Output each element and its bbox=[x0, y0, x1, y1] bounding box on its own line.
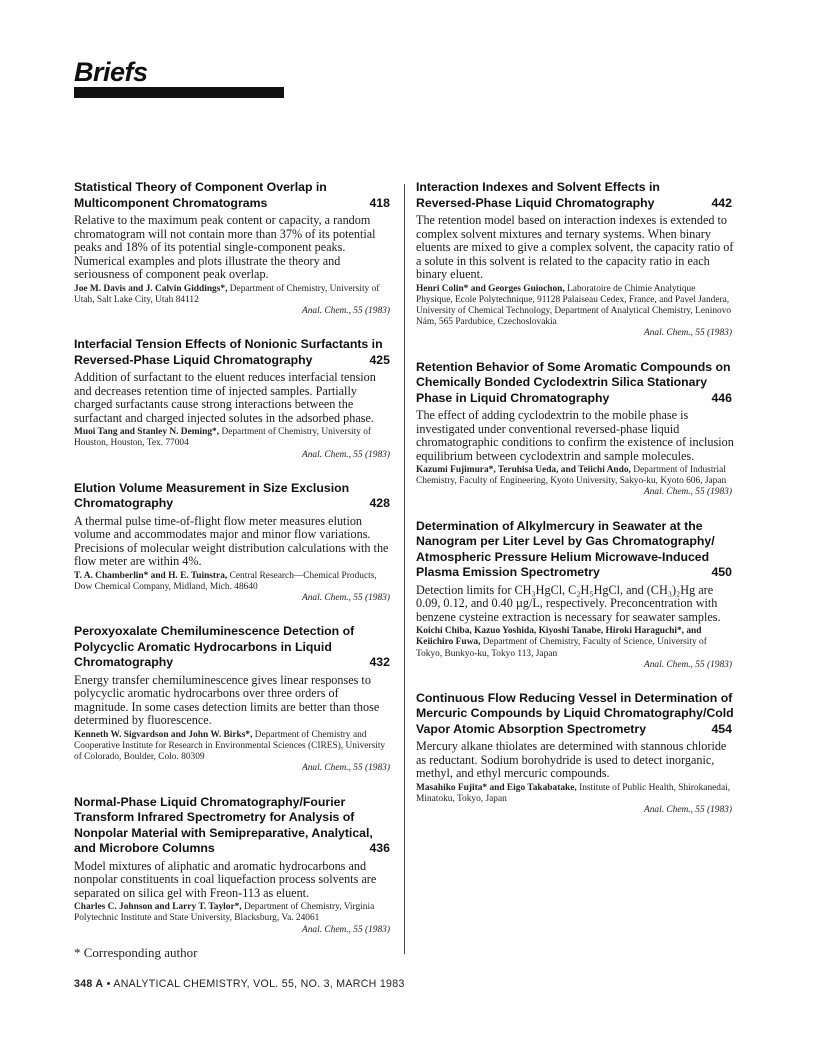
brief-abstract: Addition of surfactant to the eluent reduces interfacial tension and decreases retention time of injected samples. Partially charged surfactants cause strong interactions between the surfactant and charged injected solutes in the adsorbed phase. bbox=[74, 370, 376, 425]
brief-title[interactable] bbox=[74, 795, 392, 857]
author-affiliation: Laboratoire de Chimie Analytique Physique, Ecole Polytechnique, 91128 Palaiseau Cedex, France, and Pavel Jandera, University of Chemical Technology, Department of Analytical Chemistry, Leninovo Nám, 565 Pardubice, Czechoslovakia bbox=[416, 283, 732, 328]
brief-article bbox=[74, 481, 392, 605]
author-names: Koichi Chiba, Kazuo Yoshida, Kiyoshi Tanabe, Hiroki Haraguchi*, and Keiichiro Fuwa, bbox=[416, 626, 702, 648]
citation-line bbox=[416, 805, 734, 816]
section-heading: Briefs bbox=[74, 57, 148, 87]
right-column bbox=[416, 180, 734, 837]
page-ref: 428 bbox=[369, 496, 390, 511]
page-ref: 454 bbox=[711, 721, 732, 736]
author-affiliation: Department of Chemistry and Cooperative Institute for Research in Environmental Sciences (CIRES), University of Colorado, Boulder, Colo. 80309 bbox=[74, 729, 386, 763]
citation: Anal. Chem., 55 (1983) bbox=[301, 924, 390, 935]
brief-abstract: The effect of adding cyclodextrin to the mobile phase is investigated under conventional reversed-phase liquid chromatographic conditions to confirm the existence of inclusion equilibrium between cyclodextrin and sample molecules. bbox=[416, 408, 734, 463]
citation: Anal. Chem., 55 (1983) bbox=[301, 763, 390, 774]
brief-title[interactable] bbox=[416, 360, 734, 407]
brief-abstract: Relative to the maximum peak content or capacity, a random chromatogram will not contain more than 37% of its potential peaks and 18% of its potential single-component peaks. Numerical examples and plots illustrate the theory and seriousness of component peak overlap. bbox=[74, 213, 376, 281]
title-line: Peroxyoxalate Chemiluminescence Detection of bbox=[74, 624, 355, 639]
citation-line bbox=[416, 328, 734, 339]
author-names: T. A. Chamberlin* and H. E. Tuinstra, bbox=[74, 570, 228, 581]
brief-article bbox=[74, 624, 392, 774]
title-line: Vapor Atomic Absorption Spectrometry bbox=[416, 721, 647, 736]
author-affiliation: Department of Industrial Chemistry, Faculty of Engineering, Kyoto University, Sakyo-ku, Kyoto 606, Japan bbox=[416, 465, 727, 487]
title-line: Reversed-Phase Liquid Chromatography bbox=[416, 195, 655, 210]
brief-title[interactable] bbox=[74, 180, 392, 211]
brief-article bbox=[416, 691, 734, 817]
brief-abstract: A thermal pulse time-of-flight flow meter measures elution volume and accommodates major and minor flow variations. Precisions of molecular weight distribution calculations with the flow meter are within 4%. bbox=[74, 513, 389, 569]
brief-authors bbox=[74, 571, 392, 605]
title-line: Statistical Theory of Component Overlap in bbox=[74, 180, 327, 194]
brief-title[interactable] bbox=[416, 691, 734, 738]
title-line: Transform Infrared Spectrometry for Analysis of bbox=[74, 810, 355, 825]
title-line: Chromatography bbox=[74, 496, 174, 511]
brief-authors bbox=[416, 783, 734, 817]
author-names: Charles C. Johnson and Larry T. Taylor*, bbox=[74, 902, 242, 913]
footer-bullet: • bbox=[106, 978, 111, 990]
brief-article bbox=[416, 519, 734, 671]
author-affiliation: Department of Chemistry, University of Utah, Salt Lake City, Utah 84112 bbox=[74, 283, 380, 305]
citation: Anal. Chem., 55 (1983) bbox=[643, 805, 732, 816]
journal-issue: ANALYTICAL CHEMISTRY, VOL. 55, NO. 3, MARCH 1983 bbox=[113, 978, 405, 990]
title-line: Normal-Phase Liquid Chromatography/Fourier bbox=[74, 794, 346, 809]
title-line: and Microbore Columns bbox=[74, 841, 215, 856]
citation: Anal. Chem., 55 (1983) bbox=[301, 593, 390, 604]
brief-abstract: Mercury alkane thiolates are determined with stannous chloride as reductant. Sodium borohydride is used to detect inorganic, methyl, and ethyl mercuric compounds. bbox=[416, 739, 727, 781]
citation: Anal. Chem., 55 (1983) bbox=[643, 659, 732, 670]
title-line: Elution Volume Measurement in Size Exclusion bbox=[74, 480, 350, 495]
brief-title[interactable] bbox=[416, 180, 734, 211]
citation-line bbox=[416, 487, 734, 498]
brief-authors bbox=[416, 284, 734, 340]
page-ref: 442 bbox=[711, 195, 732, 210]
brief-authors bbox=[74, 427, 392, 461]
column-divider bbox=[404, 184, 405, 954]
brief-title[interactable] bbox=[74, 337, 392, 368]
left-column bbox=[74, 180, 392, 956]
page-ref: 425 bbox=[369, 352, 390, 367]
title-line: Mercuric Compounds by Liquid Chromatography/Cold bbox=[416, 706, 734, 721]
footnote: * Corresponding author bbox=[74, 945, 198, 960]
brief-abstract: Energy transfer chemiluminescence gives linear responses to polycyclic aromatic hydrocarbons over three orders of magnitude. In some cases detection limits are better than those determined by fluorescence. bbox=[74, 672, 380, 728]
brief-title[interactable] bbox=[74, 481, 392, 512]
author-affiliation: Central Research—Chemical Products, Dow Chemical Company, Midland, Mich. 48640 bbox=[74, 570, 377, 592]
title-line: Determination of Alkylmercury in Seawater at the bbox=[416, 518, 703, 533]
brief-authors bbox=[74, 730, 392, 775]
author-names: Kenneth W. Sigvardson and John W. Birks*, bbox=[74, 729, 253, 740]
author-names: Henri Colin* and Georges Guiochon, bbox=[416, 283, 565, 294]
page-ref: 446 bbox=[711, 390, 732, 405]
title-line: Phase in Liquid Chromatography bbox=[416, 390, 610, 405]
page-number: 348 A bbox=[74, 978, 104, 990]
title-line: Interaction Indexes and Solvent Effects in bbox=[416, 180, 660, 194]
citation: Anal. Chem., 55 (1983) bbox=[643, 487, 732, 498]
citation-line bbox=[74, 306, 392, 317]
author-names: Muoi Tang and Stanley N. Deming*, bbox=[74, 427, 220, 438]
title-line: Chemically Bonded Cyclodextrin Silica Stationary bbox=[416, 375, 708, 390]
title-line: Nonpolar Material with Semipreparative, Analytical, bbox=[74, 825, 373, 840]
title-line: Plasma Emission Spectrometry bbox=[416, 565, 600, 580]
title-line: Retention Behavior of Some Aromatic Compounds on bbox=[416, 359, 731, 374]
title-line: Reversed-Phase Liquid Chromatography bbox=[74, 352, 313, 367]
author-affiliation: Department of Chemistry, Faculty of Science, University of Tokyo, Bunkyo-ku, Tokyo 113, Japan bbox=[416, 637, 707, 659]
author-names: Joe M. Davis and J. Calvin Giddings*, bbox=[74, 283, 228, 294]
author-names: Masahiko Fujita* and Eigo Takabatake, bbox=[416, 782, 577, 793]
brief-abstract: The retention model based on interaction indexes is extended to complex solvent mixtures and ternary systems. When binary eluents are mixed to give a complex solvent, the capacity ratio of a solute in this solvent is related to the capacity ratio in each binary eluent. bbox=[416, 213, 734, 281]
author-affiliation: Department of Chemistry, Virginia Polytechnic Institute and State University, Blacksburg, Va. 24061 bbox=[74, 902, 375, 924]
page-ref: 418 bbox=[369, 195, 390, 210]
citation-line bbox=[416, 660, 734, 671]
heading-rule bbox=[74, 87, 284, 98]
brief-article bbox=[74, 795, 392, 936]
citation-line bbox=[74, 925, 392, 936]
page-footer bbox=[74, 978, 405, 990]
brief-authors bbox=[74, 902, 392, 936]
page-ref: 450 bbox=[711, 565, 732, 580]
brief-authors bbox=[74, 284, 392, 318]
title-line: Nanogram per Liter Level by Gas Chromatography/ bbox=[416, 534, 715, 549]
title-line: Interfacial Tension Effects of Nonionic Surfactants in bbox=[74, 337, 383, 352]
citation-line bbox=[74, 593, 392, 604]
page-ref: 432 bbox=[369, 655, 390, 670]
page-ref: 436 bbox=[369, 841, 390, 856]
brief-article bbox=[74, 180, 392, 317]
brief-article bbox=[74, 337, 392, 461]
brief-title[interactable] bbox=[74, 624, 392, 671]
title-line: Continuous Flow Reducing Vessel in Determination of bbox=[416, 690, 733, 705]
title-line: Polycyclic Aromatic Hydrocarbons in Liquid bbox=[74, 639, 332, 654]
author-affiliation: Institute of Public Health, Shirokanedai, Minatoku, Tokyo, Japan bbox=[416, 782, 731, 805]
author-affiliation: Department of Chemistry, University of Houston, Houston, Tex. 77004 bbox=[74, 427, 372, 449]
citation-line bbox=[74, 763, 392, 774]
brief-title[interactable] bbox=[416, 519, 734, 581]
brief-abstract: Detection limits for CH₃HgCl, C₂H₅HgCl, and (CH₃)₂Hg are 0.09, 0.12, and 0.40 µg/L, respectively. Preconcentration with benzene cysteine extraction is necessary for seawater samples. bbox=[416, 582, 721, 624]
citation-line bbox=[74, 450, 392, 461]
title-line: Multicomponent Chromatograms bbox=[74, 195, 268, 210]
brief-abstract: Model mixtures of aliphatic and aromatic hydrocarbons and nonpolar constituents in coal liquefaction process solvents are separated on silica gel with Freon-113 as eluent. bbox=[74, 858, 377, 900]
author-names: Kazumi Fujimura*, Teruhisa Ueda, and Teiichi Ando, bbox=[416, 465, 631, 476]
brief-article bbox=[416, 360, 734, 499]
title-line: Chromatography bbox=[74, 655, 174, 670]
citation: Anal. Chem., 55 (1983) bbox=[643, 328, 732, 339]
title-line: Atmospheric Pressure Helium Microwave-Induced bbox=[416, 549, 710, 564]
brief-article bbox=[416, 180, 734, 340]
brief-authors bbox=[416, 465, 734, 499]
citation: Anal. Chem., 55 (1983) bbox=[301, 305, 390, 316]
citation: Anal. Chem., 55 (1983) bbox=[301, 449, 390, 460]
brief-authors bbox=[416, 626, 734, 671]
